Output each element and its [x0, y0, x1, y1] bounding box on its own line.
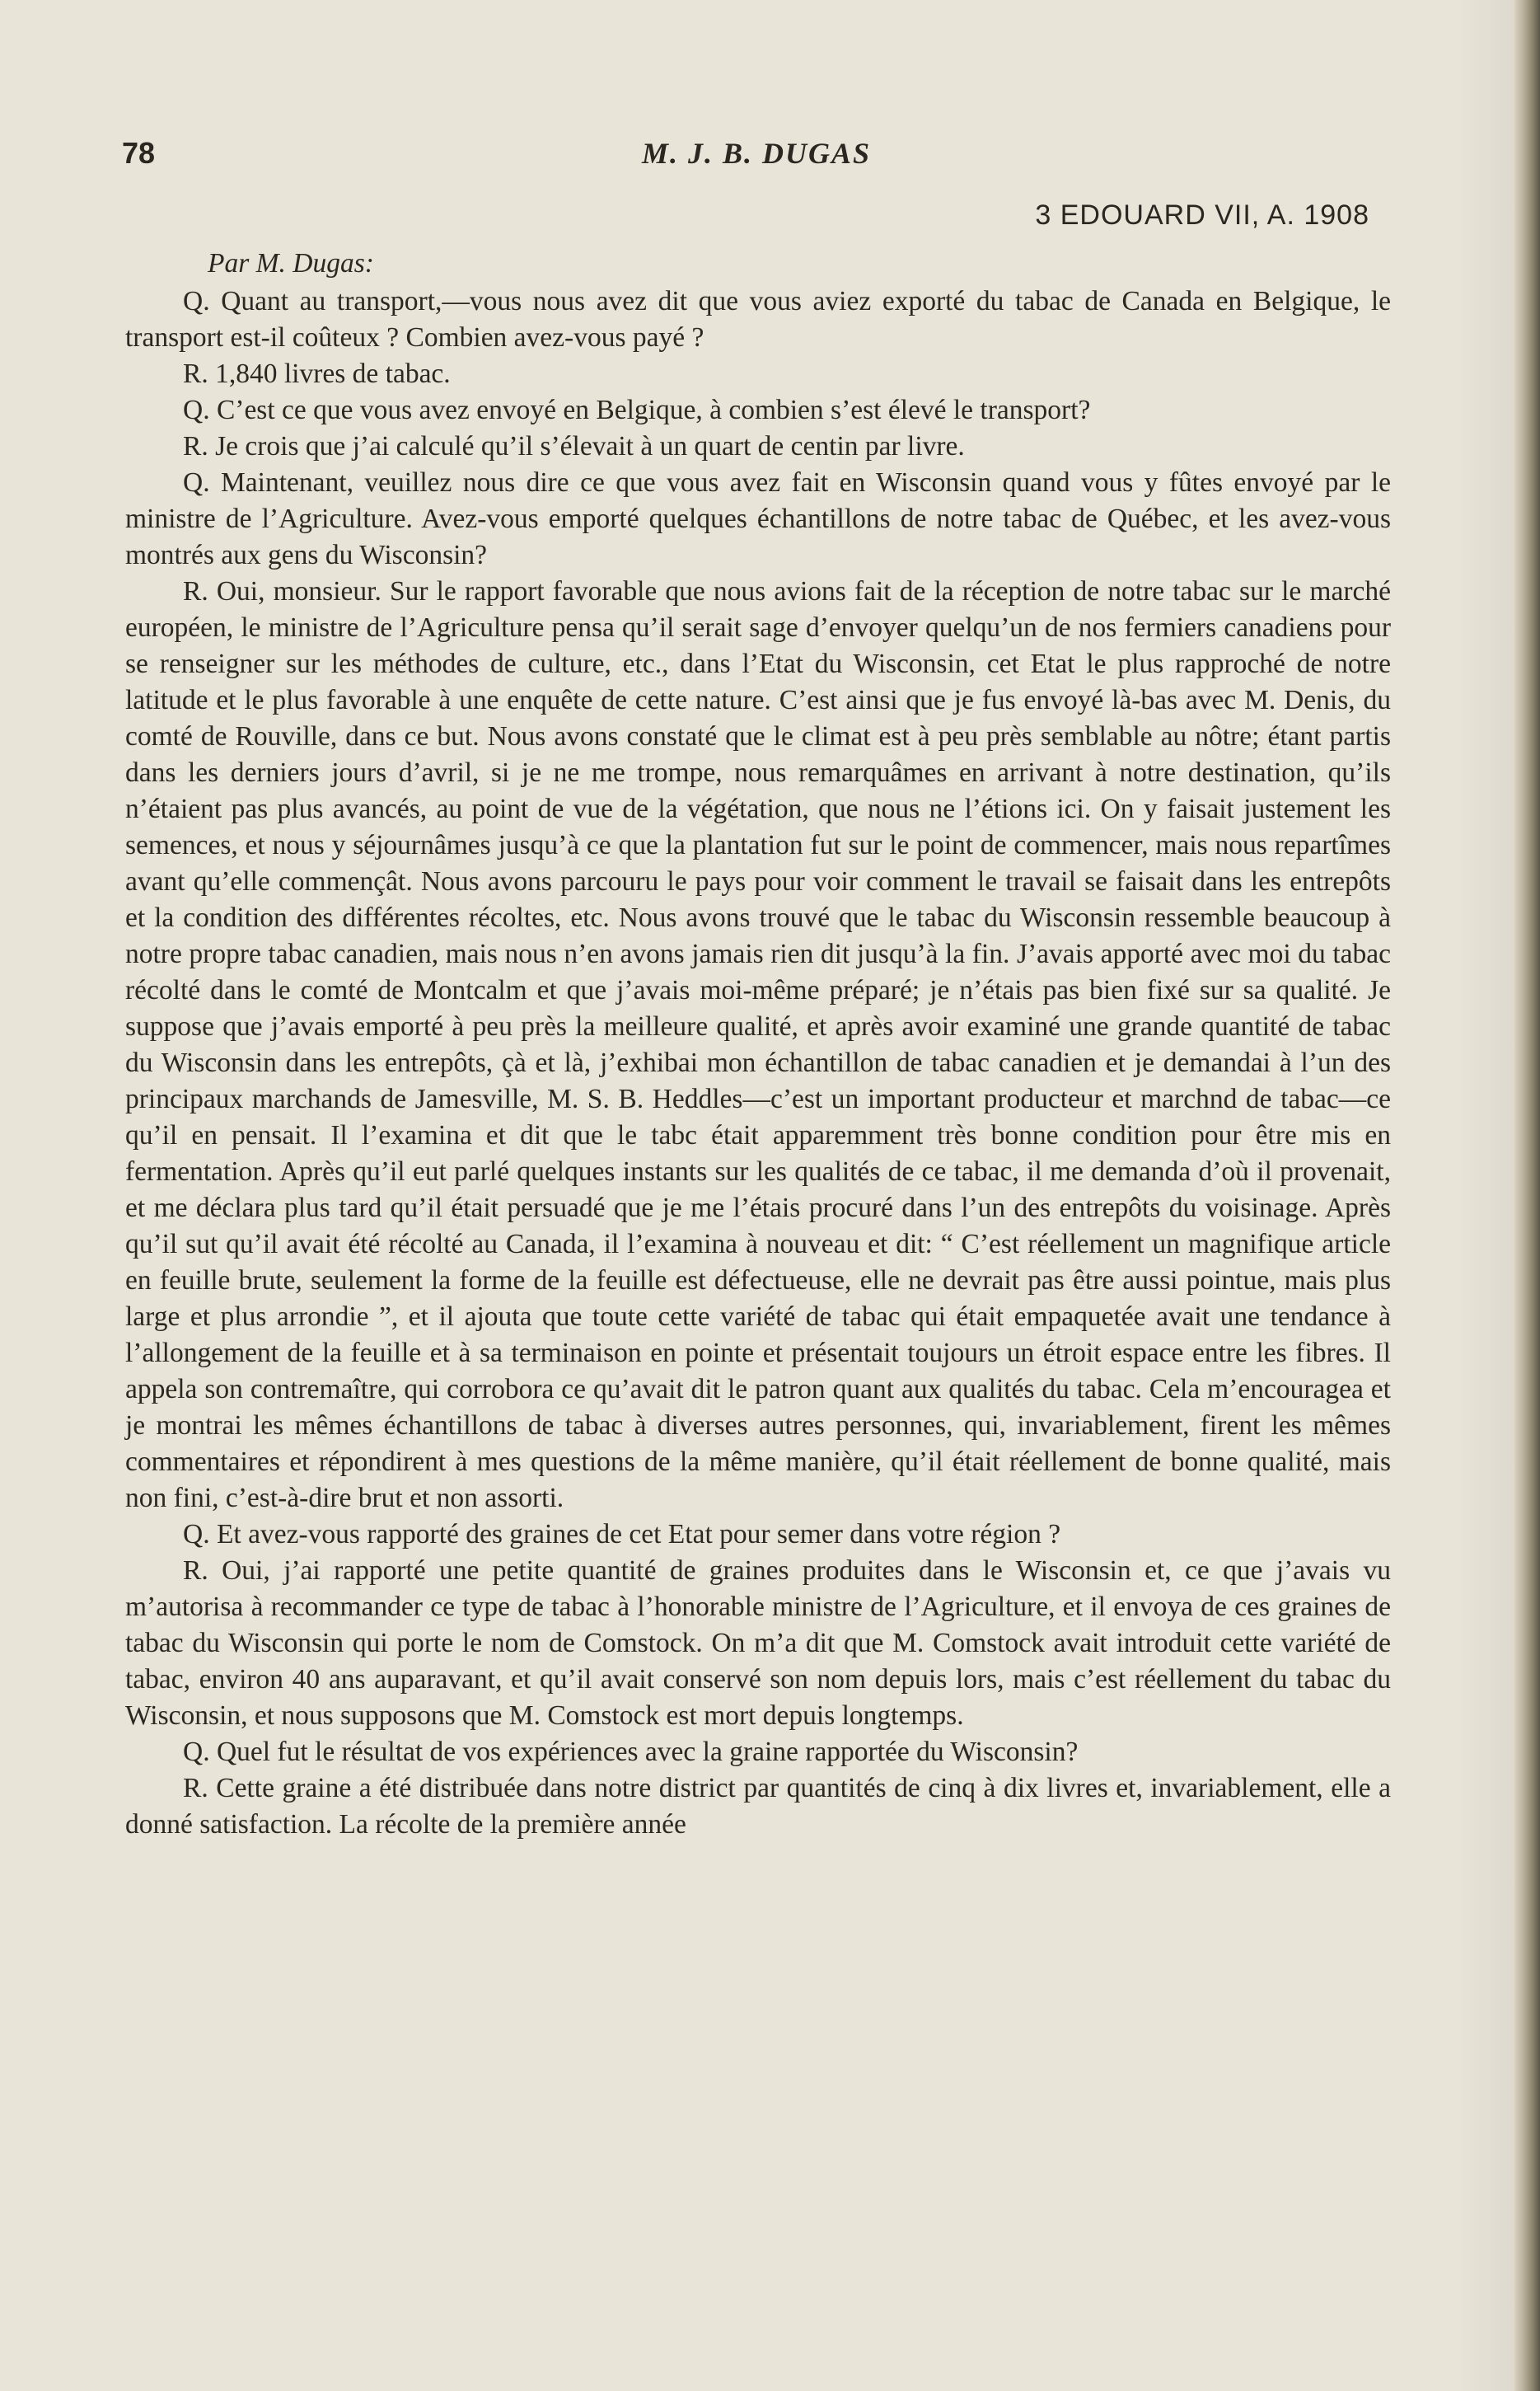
paragraph: Q. Quant au transport,—vous nous avez dit que vous aviez exporté du tabac de Canada en Belgique, le transport est-il coûteux ? Combien avez-vous payé ? [125, 286, 1391, 353]
paragraph: R. 1,840 livres de tabac. [183, 359, 451, 389]
paragraph: Q. Et avez-vous rapporté des graines de cet Etat pour semer dans votre région ? [183, 1519, 1061, 1549]
session-line: 3 EDOUARD VII, A. 1908 [1035, 199, 1369, 231]
paragraph: Q. Quel fut le résultat de vos expériences avec la graine rapportée du Wisconsin? [183, 1737, 1079, 1767]
paragraph: Q. Maintenant, veuillez nous dire ce que vous avez fait en Wisconsin quand vous y fûtes envoyé par le ministre de l’Agriculture. Avez-vous emporté quelques échantillons de notre tabac de Québec, et les avez-vous montrés aux gens du Wisconsin? [125, 467, 1391, 570]
paragraph: R. Oui, monsieur. Sur le rapport favorable que nous avions fait de la réception de notre tabac sur le marché européen, le ministre de l’Agriculture pensa qu’il serait sage d’envoyer quelqu’un de nos fermiers canadiens pour se renseigner sur les méthodes de culture, etc., dans l’Etat du Wisconsin, cet Etat le plus rapproché de notre latitude et le plus favorable à une enquête de cette nature. C’est ainsi que je fus envoyé là-bas avec M. Denis, du comté de Rouville, dans ce but. Nous avons constaté que le climat est à peu près semblable au nôtre; étant partis dans les derniers jours d’avril, si je ne me trompe, nous remarquâmes en arrivant à notre destination, qu’ils n’étaient pas plus avancés, au point de vue de la végétation, que nous ne l’étions ici. On y faisait justement les semences, et nous y séjournâmes jusqu’à ce que la plantation fut sur le point de commencer, mais nous repartîmes avant qu’elle commençât. Nous avons parcouru le pays pour voir comment le travail se faisait dans les entrepôts et la condition des différentes récoltes, etc. Nous avons trouvé que le tabac du Wisconsin ressemble beaucoup à notre propre tabac canadien, mais nous n’en avons jamais rien dit jusqu’à la fin. J’avais apporté avec moi du tabac récolté dans le comté de Montcalm et que j’avais moi-même préparé; je n’étais pas bien fixé sur sa qualité. Je suppose que j’avais emporté à peu près la meilleure qualité, et après avoir examiné une grande quantité de tabac du Wisconsin dans les entrepôts, çà et là, j’exhibai mon échantillon de tabac canadien et je demandai à l’un des principaux marchands de Jamesville, M. S. B. Heddles—c’est un important producteur et marchnd de tabac—ce qu’il en pensait. Il l’examina et dit que le tabc était apparemment très bonne condition pour être mis en fermentation. Après qu’il eut parlé quelques instants sur les qualités de ce tabac, il me demanda d’où il provenait, et me déclara plus tard qu’il était persuadé que je me l’étais procuré dans l’un des entrepôts du voisinage. Après qu’il sut qu’il avait été récolté au Canada, il l’examina à nouveau et dit: “ C’est réellement un magnifique article en feuille brute, seulement la forme de la feuille est défectueuse, elle ne devrait pas être aussi pointue, mais plus large et plus arrondie ”, et il ajouta que toute cette variété de tabac qui était empaquetée avait une tendance à l’allongement de la feuille et à sa terminaison en pointe et présentait toujours un étroit espace entre les fibres. Il appela son contremaître, qui corrobora ce qu’avait dit le patron quant aux qualités du tabac. Cela m’encouragea et je montrai les mêmes échantillons de tabac à diverses autres personnes, qui, invariablement, firent les mêmes commentaires et répondirent à mes questions de la même manière, qu’il était réellement de bonne qualité, mais non fini, c’est-à-dire brut et non assorti. [125, 576, 1391, 1513]
speaker-line: Par M. Dugas: [208, 248, 374, 279]
running-head: M. J. B. DUGAS [641, 137, 872, 170]
page-header [122, 136, 1391, 185]
page-edge-shadow [1514, 0, 1540, 2391]
paragraph: R. Je crois que j’ai calculé qu’il s’élevait à un quart de centin par livre. [183, 431, 965, 462]
paragraph: R. Cette graine a été distribuée dans notre district par quantités de cinq à dix livres et, invariablement, elle a donné satisfaction. La récolte de la première année [125, 1773, 1391, 1840]
paragraph: Q. C’est ce que vous avez envoyé en Belgique, à combien s’est élevé le transport? [183, 395, 1091, 425]
page-number: 78 [122, 136, 156, 170]
paragraph: R. Oui, j’ai rapporté une petite quantité de graines produites dans le Wisconsin et, ce que j’avais vu m’autorisa à recommander ce type de tabac à l’honorable ministre de l’Agriculture, et il envoya de ces graines de tabac du Wisconsin qui porte le nom de Comstock. On m’a dit que M. Comstock avait introduit cette variété de tabac, environ 40 ans auparavant, et qu’il avait conservé son nom depuis lors, mais c’est réellement du tabac du Wisconsin, et nous supposons que M. Comstock est mort depuis longtemps. [125, 1555, 1391, 1731]
body-text [125, 246, 1391, 1843]
